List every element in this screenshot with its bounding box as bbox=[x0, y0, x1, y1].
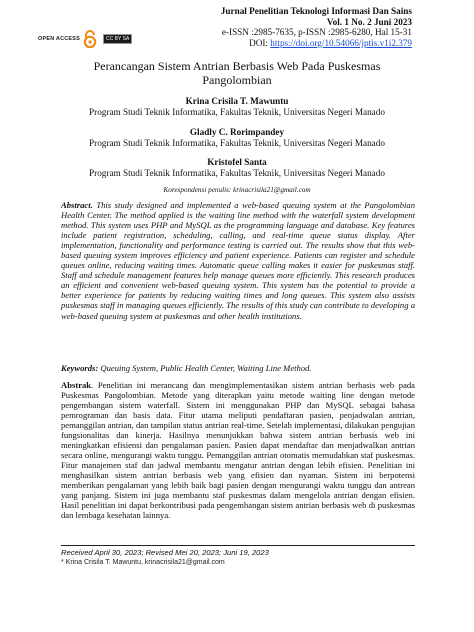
author-block-3 bbox=[40, 157, 434, 178]
author-block-1 bbox=[40, 96, 434, 117]
journal-doi bbox=[112, 38, 412, 49]
title-line-1: Perancangan Sistem Antrian Berbasis Web Pada Puskesmas bbox=[93, 59, 381, 73]
abstract-indonesian-label: Abstrak bbox=[61, 380, 92, 390]
author-name: Gladly C. Rorimpandey bbox=[189, 127, 285, 137]
author-block-2 bbox=[40, 127, 434, 148]
journal-issn: e-ISSN :2985-7635, p-ISSN :2985-6280, Hal 15-31 bbox=[221, 27, 412, 38]
open-lock-icon bbox=[83, 30, 97, 48]
corresponding-author-footnote: * Krina Crisila T. Mawuntu, krinacrisila21@gmail.com bbox=[61, 559, 225, 566]
doi-link[interactable]: https://doi.org/10.54066/jptis.v1i2.379 bbox=[270, 37, 412, 48]
abstract-english bbox=[61, 200, 415, 321]
open-access-label: OPEN ACCESS bbox=[38, 36, 81, 42]
doi-label: DOI: bbox=[249, 37, 271, 48]
journal-name: Jurnal Penelitian Teknologi Informasi Dan Sains bbox=[220, 6, 412, 16]
abstract-english-label: Abstract. bbox=[61, 200, 93, 210]
author-affiliation: Program Studi Teknik Informatika, Fakultas Teknik, Universitas Negeri Manado bbox=[89, 106, 385, 117]
abstract-english-text: This study designed and implemented a web-based queuing system at the Pangolombian Health Center. The method applied is the waiting line method with the waterfall system development method. This system uses PHP and MySQL as the programming language and database. Key features include patient registration, scheduling, calling, and real-time queue status display. After implementation, functionality and performance testing is carried out. The results show that this web-based queuing system improves efficiency and patient experience. Patients can register and schedule queues online, reducing waiting times. Automatic queue calling makes it easier for puskesmas staff. Staff and schedule management features help manage queues more efficiently. This research produces an efficient and convenient web-based queuing system. This system has the potential to provide a better experience for patients by reducing waiting times and long queues. This system also assists puskesmas staff in managing queues efficiently. The results of this study can contribute to developing a web-based queuing system at puskesmas and other health institutions. bbox=[61, 200, 415, 321]
author-affiliation: Program Studi Teknik Informatika, Fakultas Teknik, Universitas Negeri Manado bbox=[89, 167, 385, 178]
correspondence: Korespondensi penulis: krinacrisila21@gmail.com bbox=[163, 186, 311, 194]
abstract-indonesian-text: . Penelitian ini merancang dan mengimplementasikan sistem antrian berbasis web pada Puskesmas Pangolombian. Metode yang diterapkan yaitu metode waiting line dengan metode pengembangan sistem waterfall. Sistem ini menggunakan PHP dan MySQL sebagai bahasa pemrograman dan basis data. Fitur utama meliputi pendaftaran pasien, penjadwalan antrian, pemanggilan antrian, dan tampilan status antrian real-time. Setelah implementasi, dilakukan pengujian fungsionalitas dan kinerja. Hasilnya menunjukkan bahwa sistem antrian berbasis web ini meningkatkan efisiensi dan pengalaman pasien. Pasien dapat mendaftar dan menjadwalkan antrian secara online, mengurangi waktu tunggu. Pemanggilan antrian otomatis memudahkan staf puskesmas. Fitur manajemen staf dan jadwal membantu mengatur antrian dengan lebih efisien. Penelitian ini menghasilkan sistem antrian berbasis web yang efisien dan nyaman. Sistem ini berpotensi memberikan pengalaman yang lebih baik bagi pasien dengan mengurangi waktu tunggu dan antrean yang panjang. Sistem ini juga membantu staf puskesmas dalam mengelola antrian dengan efisien. Hasil penelitian ini dapat berkontribusi pada pengembangan sistem antrian berbasis web di puskesmas dan lembaga kesehatan lainnya. bbox=[61, 380, 415, 521]
keywords-label: Keywords: bbox=[61, 363, 99, 373]
author-name: Krina Crisila T. Mawuntu bbox=[185, 96, 289, 106]
paper-title bbox=[40, 60, 434, 87]
cc-license-badge: CC BY SA bbox=[103, 34, 132, 44]
journal-header bbox=[112, 6, 412, 48]
title-line-2: Pangolombian bbox=[202, 72, 272, 87]
footer-divider bbox=[61, 545, 415, 546]
abstract-indonesian bbox=[61, 380, 415, 520]
open-access-logo bbox=[38, 30, 132, 48]
received-dates: Received April 30, 2023; Revised Mei 20, 2023; Juni 19, 2023 bbox=[61, 548, 269, 557]
keywords bbox=[61, 363, 415, 373]
author-name: Kristofel Santa bbox=[207, 157, 267, 167]
author-affiliation: Program Studi Teknik Informatika, Fakultas Teknik, Universitas Negeri Manado bbox=[89, 137, 385, 148]
keywords-text: Queuing System, Public Health Center, Waiting Line Method. bbox=[100, 363, 312, 373]
journal-issue: Vol. 1 No. 2 Juni 2023 bbox=[326, 16, 412, 27]
